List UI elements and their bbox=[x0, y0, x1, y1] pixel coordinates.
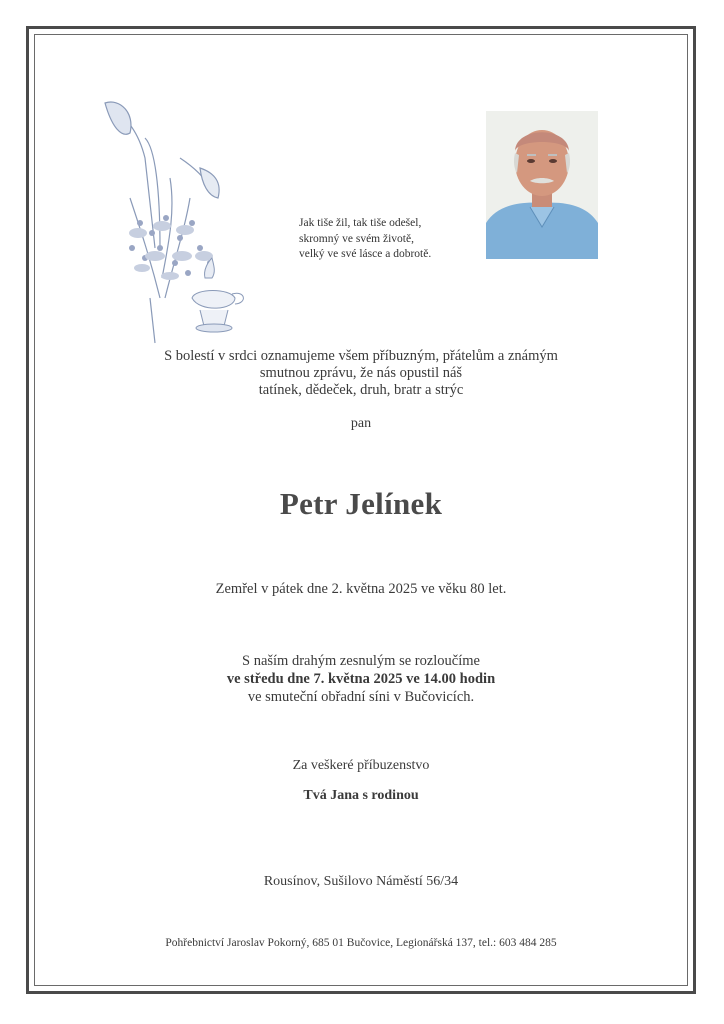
quote-line: Jak tiše žil, tak tiše odešel, bbox=[299, 217, 422, 229]
oil-lamp-icon bbox=[192, 258, 243, 332]
address: Rousínov, Sušilovo Náměstí 56/34 bbox=[263, 874, 459, 889]
family-intro: Za veškeré příbuzenstvo bbox=[292, 758, 430, 773]
farewell-info bbox=[34, 652, 688, 706]
announcement-line: tatínek, dědeček, druh, bratr a strýc bbox=[258, 382, 464, 398]
family-signature: Tvá Jana s rodinou bbox=[303, 788, 419, 803]
farewell-date-time: ve středu dne 7. května 2025 ve 14.00 hodin bbox=[226, 671, 496, 687]
death-notice: Zemřel v pátek dne 2. května 2025 ve věku 80 let. bbox=[215, 581, 507, 597]
flower-lamp-illustration bbox=[100, 98, 260, 348]
salutation: pan bbox=[350, 416, 372, 431]
quote-line: velký ve své lásce a dobrotě. bbox=[299, 248, 432, 260]
farewell-line: S naším drahým zesnulým se rozloučíme bbox=[242, 653, 480, 669]
announcement bbox=[34, 348, 688, 399]
announcement-line: smutnou zprávu, že nás opustil náš bbox=[259, 365, 463, 381]
calla-flower bbox=[200, 168, 219, 198]
quote-line: skromný ve svém životě, bbox=[299, 232, 414, 245]
undertaker-info: Pohřebnictví Jaroslav Pokorný, 685 01 Bučovice, Legionářská 137, tel.: 603 484 285 bbox=[165, 937, 557, 949]
farewell-place: ve smuteční obřadní síni v Bučovicích. bbox=[247, 689, 475, 705]
announcement-line: S bolestí v srdci oznamujeme všem příbuzným, přátelům a známým bbox=[164, 348, 558, 364]
memorial-quote bbox=[299, 216, 479, 263]
portrait-photo bbox=[486, 111, 598, 259]
deceased-name: Petr Jelínek bbox=[279, 486, 443, 521]
lily-flower bbox=[105, 102, 131, 134]
